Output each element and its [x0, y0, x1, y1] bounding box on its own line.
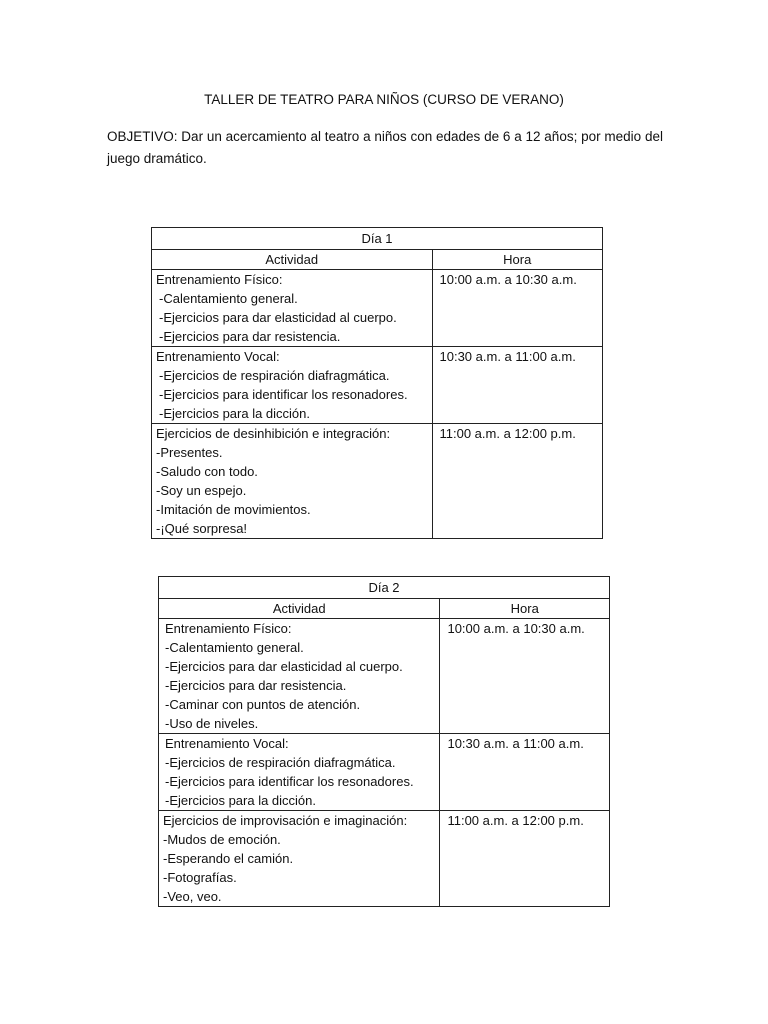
activity-item: -Ejercicios para dar resistencia. — [159, 329, 341, 344]
activity-item: -Calentamiento general. — [159, 291, 298, 306]
activity-item: -Ejercicios de respiración diafragmática. — [159, 368, 390, 383]
time-slot: 10:30 a.m. a 11:00 a.m. — [439, 349, 576, 364]
activity-item: -Esperando el camión. — [163, 851, 294, 866]
day-title: Día 1 — [152, 228, 603, 250]
column-header-activity: Actividad — [159, 599, 440, 619]
time-slot: 10:00 a.m. a 10:30 a.m. — [439, 272, 577, 287]
activity-item: -Ejercicios de respiración diafragmática. — [165, 755, 396, 770]
table-row — [152, 270, 603, 347]
column-header-time: Hora — [432, 250, 603, 270]
activity-item: -Uso de niveles. — [165, 716, 259, 731]
activity-item: -Ejercicios para identificar los resonadores. — [159, 387, 408, 402]
schedule-table-day-2 — [158, 576, 610, 907]
activity-item: -Calentamiento general. — [165, 640, 304, 655]
schedule-table-day-1 — [151, 227, 603, 539]
table-row — [152, 424, 603, 539]
table-row — [159, 734, 610, 811]
activity-item: -Presentes. — [156, 445, 223, 460]
column-header-time: Hora — [440, 599, 610, 619]
day-title: Día 2 — [159, 577, 610, 599]
document-title: TALLER DE TEATRO PARA NIÑOS (CURSO DE VERANO) — [204, 92, 564, 107]
activity-item: -Soy un espejo. — [156, 483, 247, 498]
table-row — [159, 811, 610, 907]
activity-heading: Ejercicios de desinhibición e integración: — [156, 426, 391, 441]
activity-heading: Entrenamiento Físico: — [156, 272, 283, 287]
activity-item: -Mudos de emoción. — [163, 832, 281, 847]
time-slot: 10:30 a.m. a 11:00 a.m. — [447, 736, 584, 751]
activity-heading: Entrenamiento Vocal: — [165, 736, 289, 751]
objective-paragraph — [107, 126, 663, 170]
activity-heading: Ejercicios de improvisación e imaginación: — [163, 813, 408, 828]
activity-item: -Imitación de movimientos. — [156, 502, 311, 517]
time-slot: 10:00 a.m. a 10:30 a.m. — [447, 621, 585, 636]
activity-item: -Ejercicios para dar resistencia. — [165, 678, 347, 693]
table-row — [159, 619, 610, 734]
activity-item: -Ejercicios para dar elasticidad al cuerpo. — [159, 310, 397, 325]
table-row — [152, 347, 603, 424]
column-header-activity: Actividad — [152, 250, 433, 270]
time-slot: 11:00 a.m. a 12:00 p.m. — [439, 426, 576, 441]
activity-item: -Fotografías. — [163, 870, 237, 885]
activity-item: -Ejercicios para la dicción. — [159, 406, 311, 421]
activity-item: -Caminar con puntos de atención. — [165, 697, 361, 712]
activity-item: -Ejercicios para dar elasticidad al cuerpo. — [165, 659, 403, 674]
activity-heading: Entrenamiento Físico: — [165, 621, 292, 636]
activity-item: -Ejercicios para identificar los resonadores. — [165, 774, 414, 789]
activity-item: -Ejercicios para la dicción. — [165, 793, 317, 808]
activity-item: -Saludo con todo. — [156, 464, 258, 479]
objective-text: Dar un acercamiento al teatro a niños con edades de 6 a 12 años; por medio del juego dramático. — [107, 129, 663, 166]
time-slot: 11:00 a.m. a 12:00 p.m. — [447, 813, 584, 828]
activity-item: -Veo, veo. — [163, 889, 222, 904]
activity-heading: Entrenamiento Vocal: — [156, 349, 280, 364]
objective-label: OBJETIVO: — [107, 129, 178, 144]
activity-item: -¡Qué sorpresa! — [156, 521, 248, 536]
